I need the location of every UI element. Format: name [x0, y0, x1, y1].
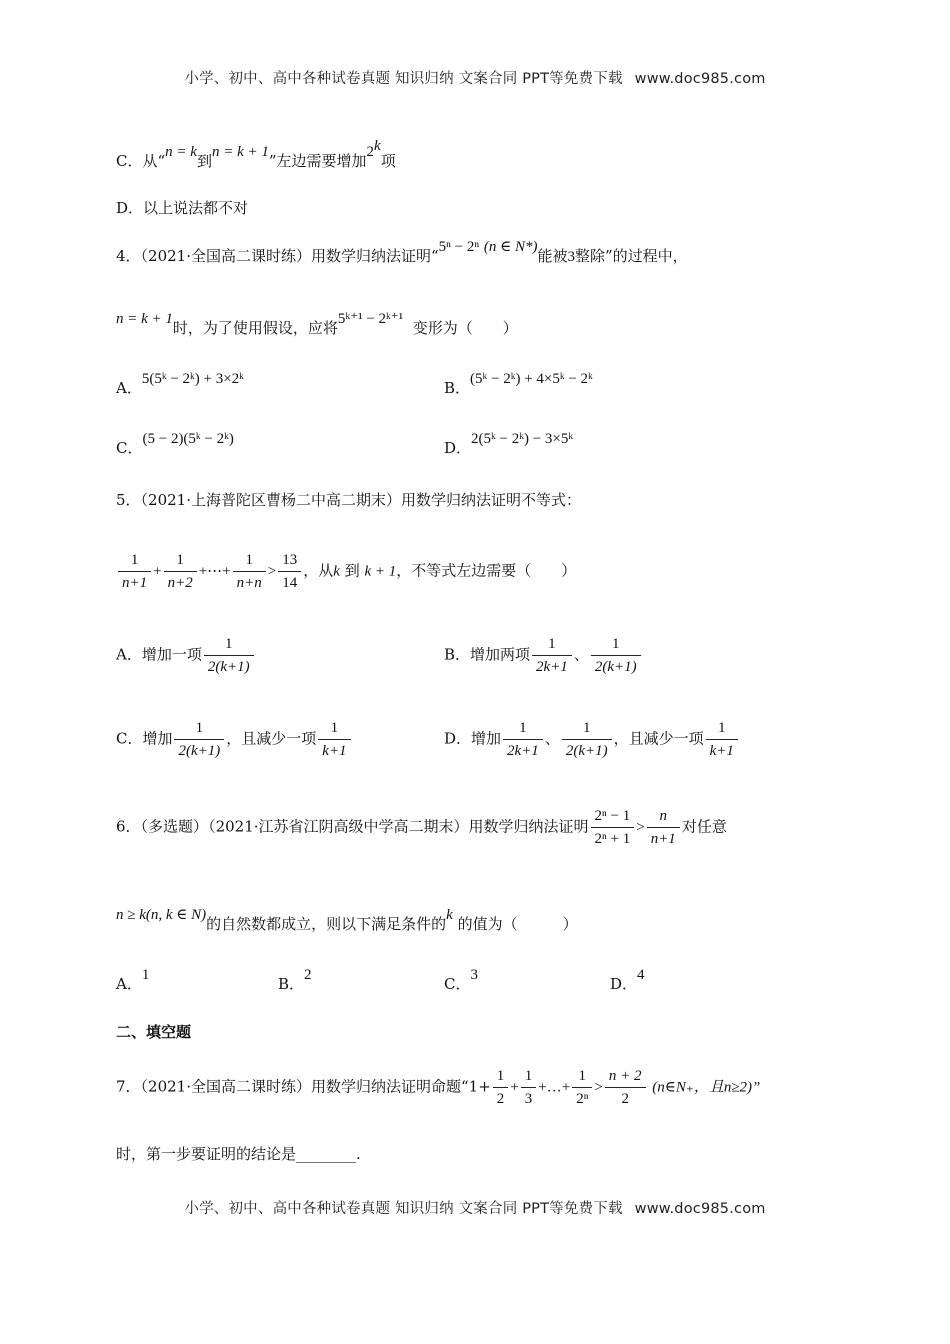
header-url[interactable]: www.doc985.com	[634, 71, 766, 87]
q6-line2-text-1: 的自然数都成立，则以下满足条件的	[206, 915, 447, 933]
q4b-expr: (5ᵏ − 2ᵏ) + 4×5ᵏ − 2ᵏ	[470, 371, 593, 387]
q6-number: 6．	[116, 817, 141, 836]
q5b-frac-1: $\frac{1}{2k+1}$	[532, 634, 572, 677]
q5-stem	[116, 490, 581, 510]
q6-tail: 对任意	[681, 817, 727, 836]
q7-stem	[116, 1066, 760, 1109]
q7-frac-4: $\frac{n + 2}{2}$	[605, 1066, 646, 1109]
q3c-text-2: ”左边需要增加	[268, 152, 367, 170]
q7-source: （2021·全国高二课时练）	[140, 1077, 311, 1096]
q3c-label: C．从“	[116, 152, 166, 170]
q5d-label: D．增加	[444, 729, 502, 748]
q4c-expr: (5 − 2)(5ᵏ − 2ᵏ)	[142, 431, 234, 447]
q6a-value: 1	[141, 967, 150, 983]
q6-tag: （多选题）	[140, 817, 209, 836]
section-title-fill-in: 二、填空题	[116, 1023, 192, 1041]
q3d-label: D．以上说法都不对	[116, 199, 249, 217]
q5-tail-3: ，不等式左边需要（ ）	[396, 561, 577, 580]
q5-frac-1: $\frac{1}{n+1}$	[118, 550, 151, 593]
q4-source: （2021·全国高二课时练）	[140, 247, 311, 265]
q4-line2-math: n = k + 1	[116, 311, 173, 327]
q5d-frac-1: $\frac{1}{2k+1}$	[503, 718, 543, 761]
q4-line2-text-2: 变形为（ ）	[412, 319, 518, 337]
q6-option-b	[278, 967, 312, 995]
q6-line2-math: n ≥ k(n, k ∈ N)	[116, 907, 207, 923]
q6c-label: C．	[444, 975, 471, 993]
q5a-frac: $\frac{1}{2(k+1)}$	[204, 634, 254, 677]
q5-option-b	[444, 634, 643, 677]
q5-tail-1: ，从	[303, 561, 334, 580]
q5d-mid: ，且减少一项	[613, 729, 704, 748]
q4-option-b	[444, 371, 593, 399]
q4c-label: C．	[116, 439, 143, 457]
q6-stem-text: 用数学归纳法证明	[468, 817, 589, 836]
q3c-math-3: 2$^k$	[366, 138, 381, 160]
q5-stem-text: 用数学归纳法证明不等式：	[401, 491, 582, 509]
q6d-value: 4	[637, 967, 645, 983]
q7-frac-2: $\frac{1}{3}$	[521, 1066, 537, 1109]
q7-line2-text: 时，第一步要证明的结论是________.	[116, 1145, 361, 1163]
q4-stem-2: 能被	[537, 247, 568, 265]
q6c-value: 3	[470, 967, 478, 983]
q5-gt: >	[267, 563, 277, 580]
q5-inequality	[116, 550, 576, 593]
q4-option-a	[116, 371, 244, 399]
q6a-label: A．	[116, 975, 142, 993]
q5-option-c	[116, 718, 353, 761]
q5c-frac-1: $\frac{1}{2(k+1)}$	[174, 718, 224, 761]
q4-line2-text-1: 时，为了使用假设，应将	[172, 319, 338, 337]
footer-text: 小学、初中、高中各种试卷真题 知识归纳 文案合同 PPT等免费下载	[184, 1201, 623, 1217]
q6-line2-text-2: 的值为（ ）	[457, 915, 578, 933]
q3c-math-1: n = k	[165, 144, 197, 160]
q5d-frac-3: $\frac{1}{k+1}$	[706, 718, 738, 761]
q5d-frac-2: $\frac{1}{2(k+1)}$	[562, 718, 612, 761]
page-header	[0, 67, 950, 88]
q5c-label: C．增加	[116, 729, 173, 748]
q4d-expr: 2(5ᵏ − 2ᵏ) − 3×5ᵏ	[471, 431, 574, 447]
q4-number: 4．	[116, 247, 141, 265]
q5-number: 5．	[116, 491, 141, 509]
q6-frac-2: $\frac{n}{n+1}$	[647, 806, 680, 849]
q5c-frac-2: $\frac{1}{k+1}$	[318, 718, 350, 761]
q4b-label: B．	[444, 379, 471, 397]
q5-dots: +⋯+	[198, 563, 231, 580]
q5-k: k	[333, 563, 340, 580]
q7-plus: +	[510, 1079, 519, 1096]
q4-stem-line2	[116, 311, 518, 339]
q6d-label: D．	[610, 975, 638, 993]
q4-domain: (n ∈ N*)	[483, 239, 538, 255]
q6-option-d	[610, 967, 645, 995]
q3c-math-2: n = k + 1	[211, 144, 269, 160]
q4d-label: D．	[444, 439, 472, 457]
q5c-mid: ，且减少一项	[226, 729, 317, 748]
q5-plus: +	[153, 563, 162, 580]
q5b-label: B．增加两项	[444, 645, 531, 664]
q3-option-c	[116, 138, 396, 172]
q7-stem-line2	[116, 1144, 361, 1164]
q4-stem-1: 用数学归纳法证明“	[311, 247, 439, 265]
q5-option-d	[444, 718, 740, 761]
q6b-value: 2	[304, 967, 312, 983]
q6-line2-k: k	[446, 907, 453, 923]
q6-option-c	[444, 967, 478, 995]
q6-stem	[116, 806, 727, 849]
header-text: 小学、初中、高中各种试卷真题 知识归纳 文案合同 PPT等免费下载	[184, 71, 623, 87]
q6-gt: >	[636, 819, 645, 836]
q5d-sep: 、	[544, 729, 560, 748]
q5-frac-3: $\frac{1}{n+n}$	[233, 550, 266, 593]
q7-gt: >	[594, 1079, 603, 1096]
q4-three: 3	[567, 249, 575, 265]
q6-option-a	[116, 967, 150, 995]
q5-option-a	[116, 634, 256, 677]
q5-k1: k + 1	[364, 563, 397, 580]
q4-expr: 5ⁿ − 2ⁿ	[438, 239, 480, 255]
q5-frac-2: $\frac{1}{n+2}$	[164, 550, 197, 593]
q4-stem-3: 整除”的过程中，	[575, 247, 688, 265]
q7-number: 7．	[116, 1077, 141, 1096]
q6-stem-line2	[116, 907, 578, 935]
q6-source: （2021·江苏省江阴高级中学高二期末）	[208, 817, 469, 836]
q4-stem	[116, 239, 688, 267]
q6b-label: B．	[278, 975, 305, 993]
footer-url[interactable]: www.doc985.com	[634, 1201, 766, 1217]
q3c-text-3: 项	[380, 152, 396, 170]
q3-option-d	[116, 198, 248, 218]
q4a-expr: 5(5ᵏ − 2ᵏ) + 3×2ᵏ	[141, 371, 244, 387]
q3c-text-1: 到	[196, 152, 212, 170]
q4-option-d	[444, 431, 574, 459]
q5a-label: A．增加一项	[116, 645, 202, 664]
q5-frac-4: $\frac{13}{14}$	[278, 550, 301, 593]
q4-option-c	[116, 431, 234, 459]
q4a-label: A．	[116, 379, 142, 397]
q7-condition: (n∈N₊，且n≥2)”	[652, 1079, 761, 1096]
q6-frac-1: $\frac{\text{2ⁿ − 1}}{\text{2ⁿ + 1}}$	[591, 806, 635, 849]
q4-line2-expr: 5ᵏ⁺¹ − 2ᵏ⁺¹	[337, 311, 404, 327]
q7-stem-text: 用数学归纳法证明命题“1+	[311, 1077, 491, 1096]
q7-dots: +…+	[538, 1079, 571, 1096]
q7-frac-1: $\frac{1}{2}$	[493, 1066, 509, 1109]
q5-source: （2021·上海普陀区曹杨二中高二期末）	[140, 491, 401, 509]
q5b-sep: 、	[573, 645, 589, 664]
page-footer	[0, 1197, 950, 1218]
q5b-frac-2: $\frac{1}{2(k+1)}$	[591, 634, 641, 677]
q7-frac-3: $\frac{1}{\text{2ⁿ}}$	[572, 1066, 592, 1109]
q5-tail-2: 到	[344, 561, 360, 580]
